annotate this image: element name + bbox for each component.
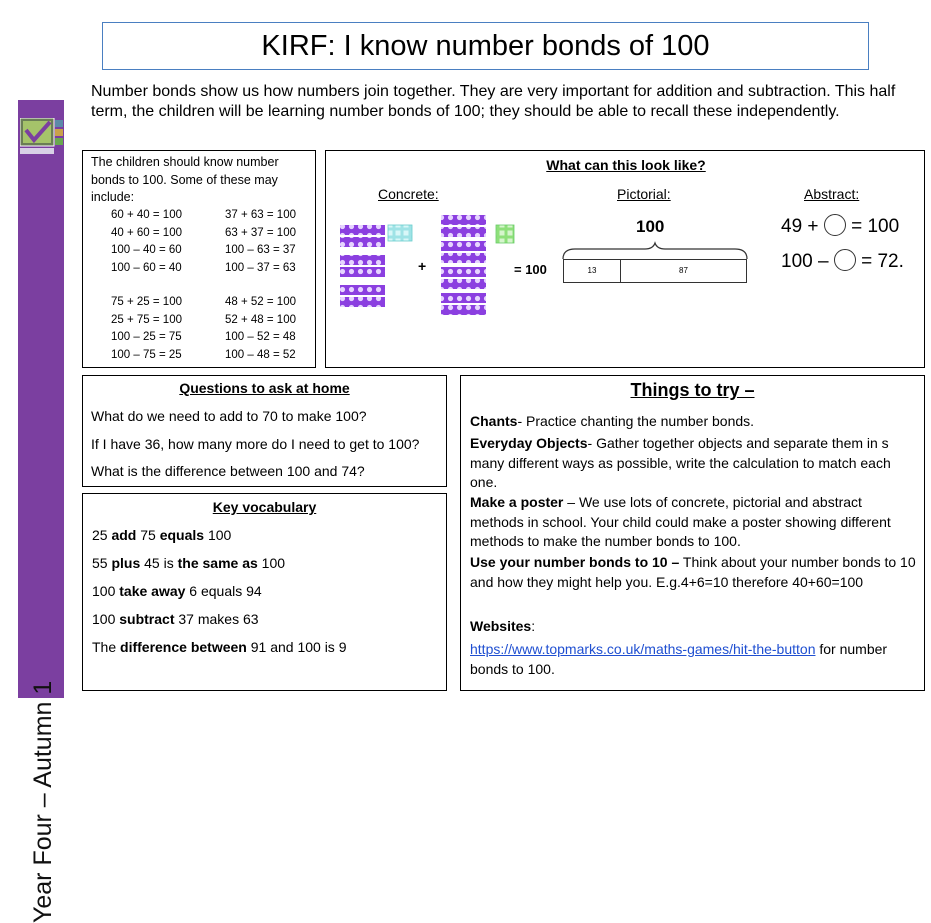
link-description: for number bonds to 100. — [470, 641, 888, 677]
bar-total: 100 — [636, 217, 665, 236]
vocab-text: 100 — [204, 527, 232, 543]
bond-line: 75 + 25 = 100 — [111, 296, 182, 308]
questions-box — [82, 375, 447, 487]
bond-line: 100 – 25 = 75 — [111, 331, 182, 344]
abstract-eq2-left: 100 – — [781, 251, 829, 272]
try-text: Think about your number bonds to 10 and how they might help you. E.g.4+6=10 therefore 40+60=100 — [470, 554, 916, 590]
plus-sign: + — [418, 258, 427, 274]
key-vocabulary-box — [82, 493, 447, 691]
number-bonds-box — [82, 150, 316, 368]
vocab-text: 6 equals 94 — [185, 583, 262, 599]
vocab-text: 45 is — [140, 555, 178, 571]
abstract-eq1-right: = 100 — [851, 216, 900, 237]
things-to-try-box — [460, 375, 925, 691]
try-text: - Practice chanting the number bonds. — [517, 413, 755, 429]
vocab-text: 100 — [92, 611, 120, 627]
bond-line: 37 + 63 = 100 — [225, 209, 296, 221]
bond-line: 100 – 37 = 63 — [225, 261, 296, 274]
vocab-text: 91 and 100 is 9 — [246, 639, 347, 655]
vocab-term: difference between — [120, 639, 247, 655]
vocab-term: take away — [119, 583, 186, 599]
vocab-line — [92, 527, 231, 543]
try-term: Chants — [470, 413, 518, 429]
vocab-term: plus — [111, 555, 141, 571]
bond-line: 100 – 75 = 25 — [111, 348, 182, 361]
websites-label-line — [470, 617, 918, 637]
bar-brace — [561, 241, 751, 261]
try-bonds-to-10 — [470, 553, 918, 592]
bar-model — [563, 259, 747, 283]
vocab-text: 75 — [136, 527, 160, 543]
bond-line: 100 – 52 = 48 — [225, 331, 296, 344]
vocab-text: 25 — [92, 527, 112, 543]
sidebar-band — [18, 100, 64, 923]
bond-line: 100 – 60 = 40 — [111, 261, 182, 274]
blank-circle-icon — [834, 249, 856, 271]
abstract-eq1 — [781, 214, 899, 238]
try-text: - Gather together objects and separate them in s many different ways as possible, write the calculation to match each one. — [470, 435, 891, 490]
try-term: Everyday Objects — [470, 435, 588, 451]
bonds-group2-right — [225, 294, 296, 364]
page-title: KIRF: I know number bonds of 100 — [102, 22, 869, 70]
vocab-term: the same as — [177, 555, 258, 571]
look-heading: What can this look like? — [546, 157, 706, 173]
abstract-eq1-left: 49 + — [781, 216, 819, 237]
intro-paragraph: Number bonds show us how numbers join together. They are very important for addition and subtraction. This half term, the children will be learning number bonds of 100; they should be able to recall these independently. — [91, 83, 896, 120]
vocab-line — [92, 555, 285, 571]
bond-line: 100 – 40 = 60 — [111, 244, 182, 257]
bond-line: 40 + 60 = 100 — [111, 226, 182, 239]
try-make-poster — [470, 493, 918, 552]
bond-line: 25 + 75 = 100 — [111, 313, 182, 326]
vocab-line — [92, 639, 346, 655]
try-term: Use your number bonds to 10 – — [470, 554, 680, 570]
vocab-text: 100 — [92, 583, 120, 599]
vocab-term: add — [111, 527, 137, 543]
vocab-text: 55 — [92, 555, 112, 571]
questions-heading: Questions to ask at home — [179, 380, 350, 396]
try-everyday-objects — [470, 434, 918, 493]
vocab-line — [92, 611, 259, 627]
vocab-line — [92, 583, 262, 599]
bond-line: 52 + 48 = 100 — [225, 313, 296, 326]
vocab-term: subtract — [119, 611, 175, 627]
try-heading: Things to try – — [630, 380, 755, 400]
bond-line: 100 – 48 = 52 — [225, 348, 296, 361]
abstract-label: Abstract: — [804, 186, 860, 202]
bond-line: 48 + 52 = 100 — [225, 296, 296, 308]
concrete-blocks — [338, 213, 528, 323]
vocab-text: The — [92, 639, 121, 655]
pictorial-label: Pictorial: — [617, 186, 671, 202]
bonds-group2-left — [111, 294, 182, 364]
year-term-label: Year Four – Autumn 1 — [29, 680, 57, 923]
bond-line: 100 – 63 = 37 — [225, 244, 296, 257]
bar-part-right: 87 — [679, 266, 688, 275]
bond-line: 60 + 40 = 100 — [111, 209, 182, 221]
concrete-label: Concrete: — [378, 186, 439, 202]
bar-part-left: 13 — [564, 260, 621, 282]
bonds-intro: The children should know number bonds to 100. Some of these may include: — [91, 155, 279, 204]
abstract-eq2-right: = 72. — [861, 251, 904, 272]
vocab-text: 37 makes 63 — [174, 611, 259, 627]
try-term: Make a poster — [470, 494, 564, 510]
question-item: What is the difference between 100 and 74? — [91, 463, 365, 479]
websites-colon: : — [531, 618, 536, 634]
hit-the-button-link[interactable]: https://www.topmarks.co.uk/maths-games/hit-the-button — [470, 641, 816, 657]
bonds-group1-left — [111, 207, 182, 277]
vocab-heading: Key vocabulary — [212, 499, 317, 515]
website-line — [470, 640, 918, 679]
concrete-equals: = 100 — [514, 262, 547, 277]
try-text: – We use lots of concrete, pictorial and abstract methods in school. Your child could make a poster showing different methods to make the number bonds to 100. — [470, 494, 891, 549]
try-chants — [470, 412, 918, 432]
websites-label: Websites — [470, 618, 532, 634]
question-item: What do we need to add to 70 to make 100? — [91, 408, 367, 424]
abstract-eq2 — [781, 249, 904, 273]
school-logo — [20, 118, 64, 158]
bonds-group1-right — [225, 207, 296, 277]
vocab-term: equals — [159, 527, 205, 543]
bond-line: 63 + 37 = 100 — [225, 226, 296, 239]
vocab-text: 100 — [257, 555, 286, 571]
blank-circle-icon — [824, 214, 846, 236]
question-item: If I have 36, how many more do I need to get to 100? — [91, 436, 420, 452]
what-can-this-look-like-box — [325, 150, 925, 368]
